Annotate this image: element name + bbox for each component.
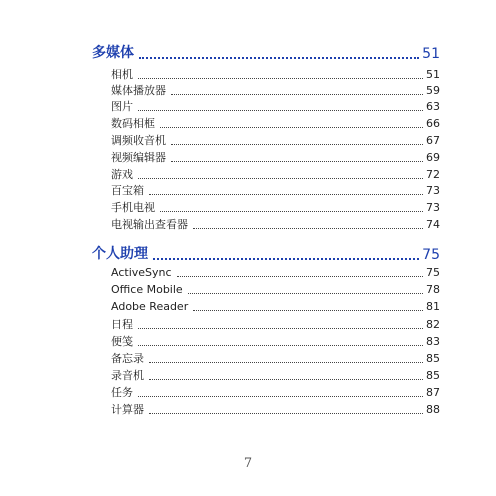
dot-leader	[153, 258, 419, 260]
entry-title: 数码相框	[111, 117, 155, 130]
dot-leader	[138, 345, 423, 346]
toc-entry[interactable]	[111, 352, 440, 366]
entry-title: 电视输出查看器	[111, 218, 188, 231]
toc-entry[interactable]	[111, 84, 440, 98]
entry-title: Office Mobile	[111, 283, 183, 296]
toc-entry[interactable]	[111, 403, 440, 417]
toc-entry[interactable]	[111, 335, 440, 349]
toc-entry[interactable]	[111, 266, 440, 280]
entry-page-number: 63	[426, 100, 440, 113]
entry-page-number: 67	[426, 134, 440, 147]
dot-leader	[171, 94, 423, 95]
dot-leader	[171, 161, 423, 162]
entry-title: 任务	[111, 386, 133, 399]
entry-page-number: 88	[426, 403, 440, 416]
dot-leader	[149, 194, 423, 195]
entry-page-number: 82	[426, 318, 440, 331]
section-page-number: 51	[422, 46, 440, 62]
dot-leader	[138, 178, 423, 179]
dot-leader	[160, 127, 423, 128]
toc-entry[interactable]	[111, 151, 440, 165]
entry-page-number: 75	[426, 266, 440, 279]
entry-page-number: 59	[426, 84, 440, 97]
entry-title: 百宝箱	[111, 184, 144, 197]
dot-leader	[149, 379, 423, 380]
entry-page-number: 83	[426, 335, 440, 348]
toc-entry[interactable]	[111, 283, 440, 297]
entry-title: 日程	[111, 318, 133, 331]
entry-title: 媒体播放器	[111, 84, 166, 97]
section-title: 多媒体	[92, 45, 134, 61]
entry-page-number: 69	[426, 151, 440, 164]
dot-leader	[177, 276, 423, 277]
toc-entry[interactable]	[111, 100, 440, 114]
dot-leader	[149, 413, 423, 414]
entry-page-number: 66	[426, 117, 440, 130]
toc-entry[interactable]	[111, 68, 440, 82]
entry-title: 视频编辑器	[111, 151, 166, 164]
toc-entry[interactable]	[111, 386, 440, 400]
dot-leader	[188, 293, 423, 294]
entry-page-number: 85	[426, 369, 440, 382]
entry-page-number: 78	[426, 283, 440, 296]
entry-title: 相机	[111, 68, 133, 81]
section-page-number: 75	[422, 247, 440, 263]
dot-leader	[139, 57, 419, 59]
section-title: 个人助理	[92, 246, 148, 262]
toc-section-heading[interactable]	[92, 243, 440, 263]
dot-leader	[171, 144, 423, 145]
entry-title: 图片	[111, 100, 133, 113]
entry-page-number: 81	[426, 300, 440, 313]
toc-entry[interactable]	[111, 369, 440, 383]
entry-title: 备忘录	[111, 352, 144, 365]
toc-entry[interactable]	[111, 168, 440, 182]
page-number: 7	[243, 456, 253, 471]
toc-entry[interactable]	[111, 134, 440, 148]
dot-leader	[193, 228, 423, 229]
entry-page-number: 73	[426, 184, 440, 197]
entry-title: 游戏	[111, 168, 133, 181]
dot-leader	[138, 396, 423, 397]
dot-leader	[138, 110, 423, 111]
entry-title: 计算器	[111, 403, 144, 416]
toc-entry[interactable]	[111, 218, 440, 232]
dot-leader	[149, 362, 423, 363]
entry-title: Adobe Reader	[111, 300, 189, 313]
toc-entry[interactable]	[111, 201, 440, 215]
toc-entry[interactable]	[111, 318, 440, 332]
dot-leader	[193, 310, 423, 311]
dot-leader	[160, 211, 423, 212]
entry-title: 手机电视	[111, 201, 155, 214]
entry-page-number: 85	[426, 352, 440, 365]
entry-page-number: 74	[426, 218, 440, 231]
toc-entry[interactable]	[111, 300, 440, 314]
toc-entry[interactable]	[111, 117, 440, 131]
entry-title: 调频收音机	[111, 134, 166, 147]
entry-page-number: 73	[426, 201, 440, 214]
entry-page-number: 72	[426, 168, 440, 181]
dot-leader	[138, 328, 423, 329]
toc-section-heading[interactable]	[92, 42, 440, 62]
dot-leader	[138, 78, 423, 79]
entry-title: 录音机	[111, 369, 144, 382]
toc-entry[interactable]	[111, 184, 440, 198]
entry-page-number: 51	[426, 68, 440, 81]
entry-page-number: 87	[426, 386, 440, 399]
entry-title: ActiveSync	[111, 266, 172, 279]
entry-title: 便笺	[111, 335, 133, 348]
